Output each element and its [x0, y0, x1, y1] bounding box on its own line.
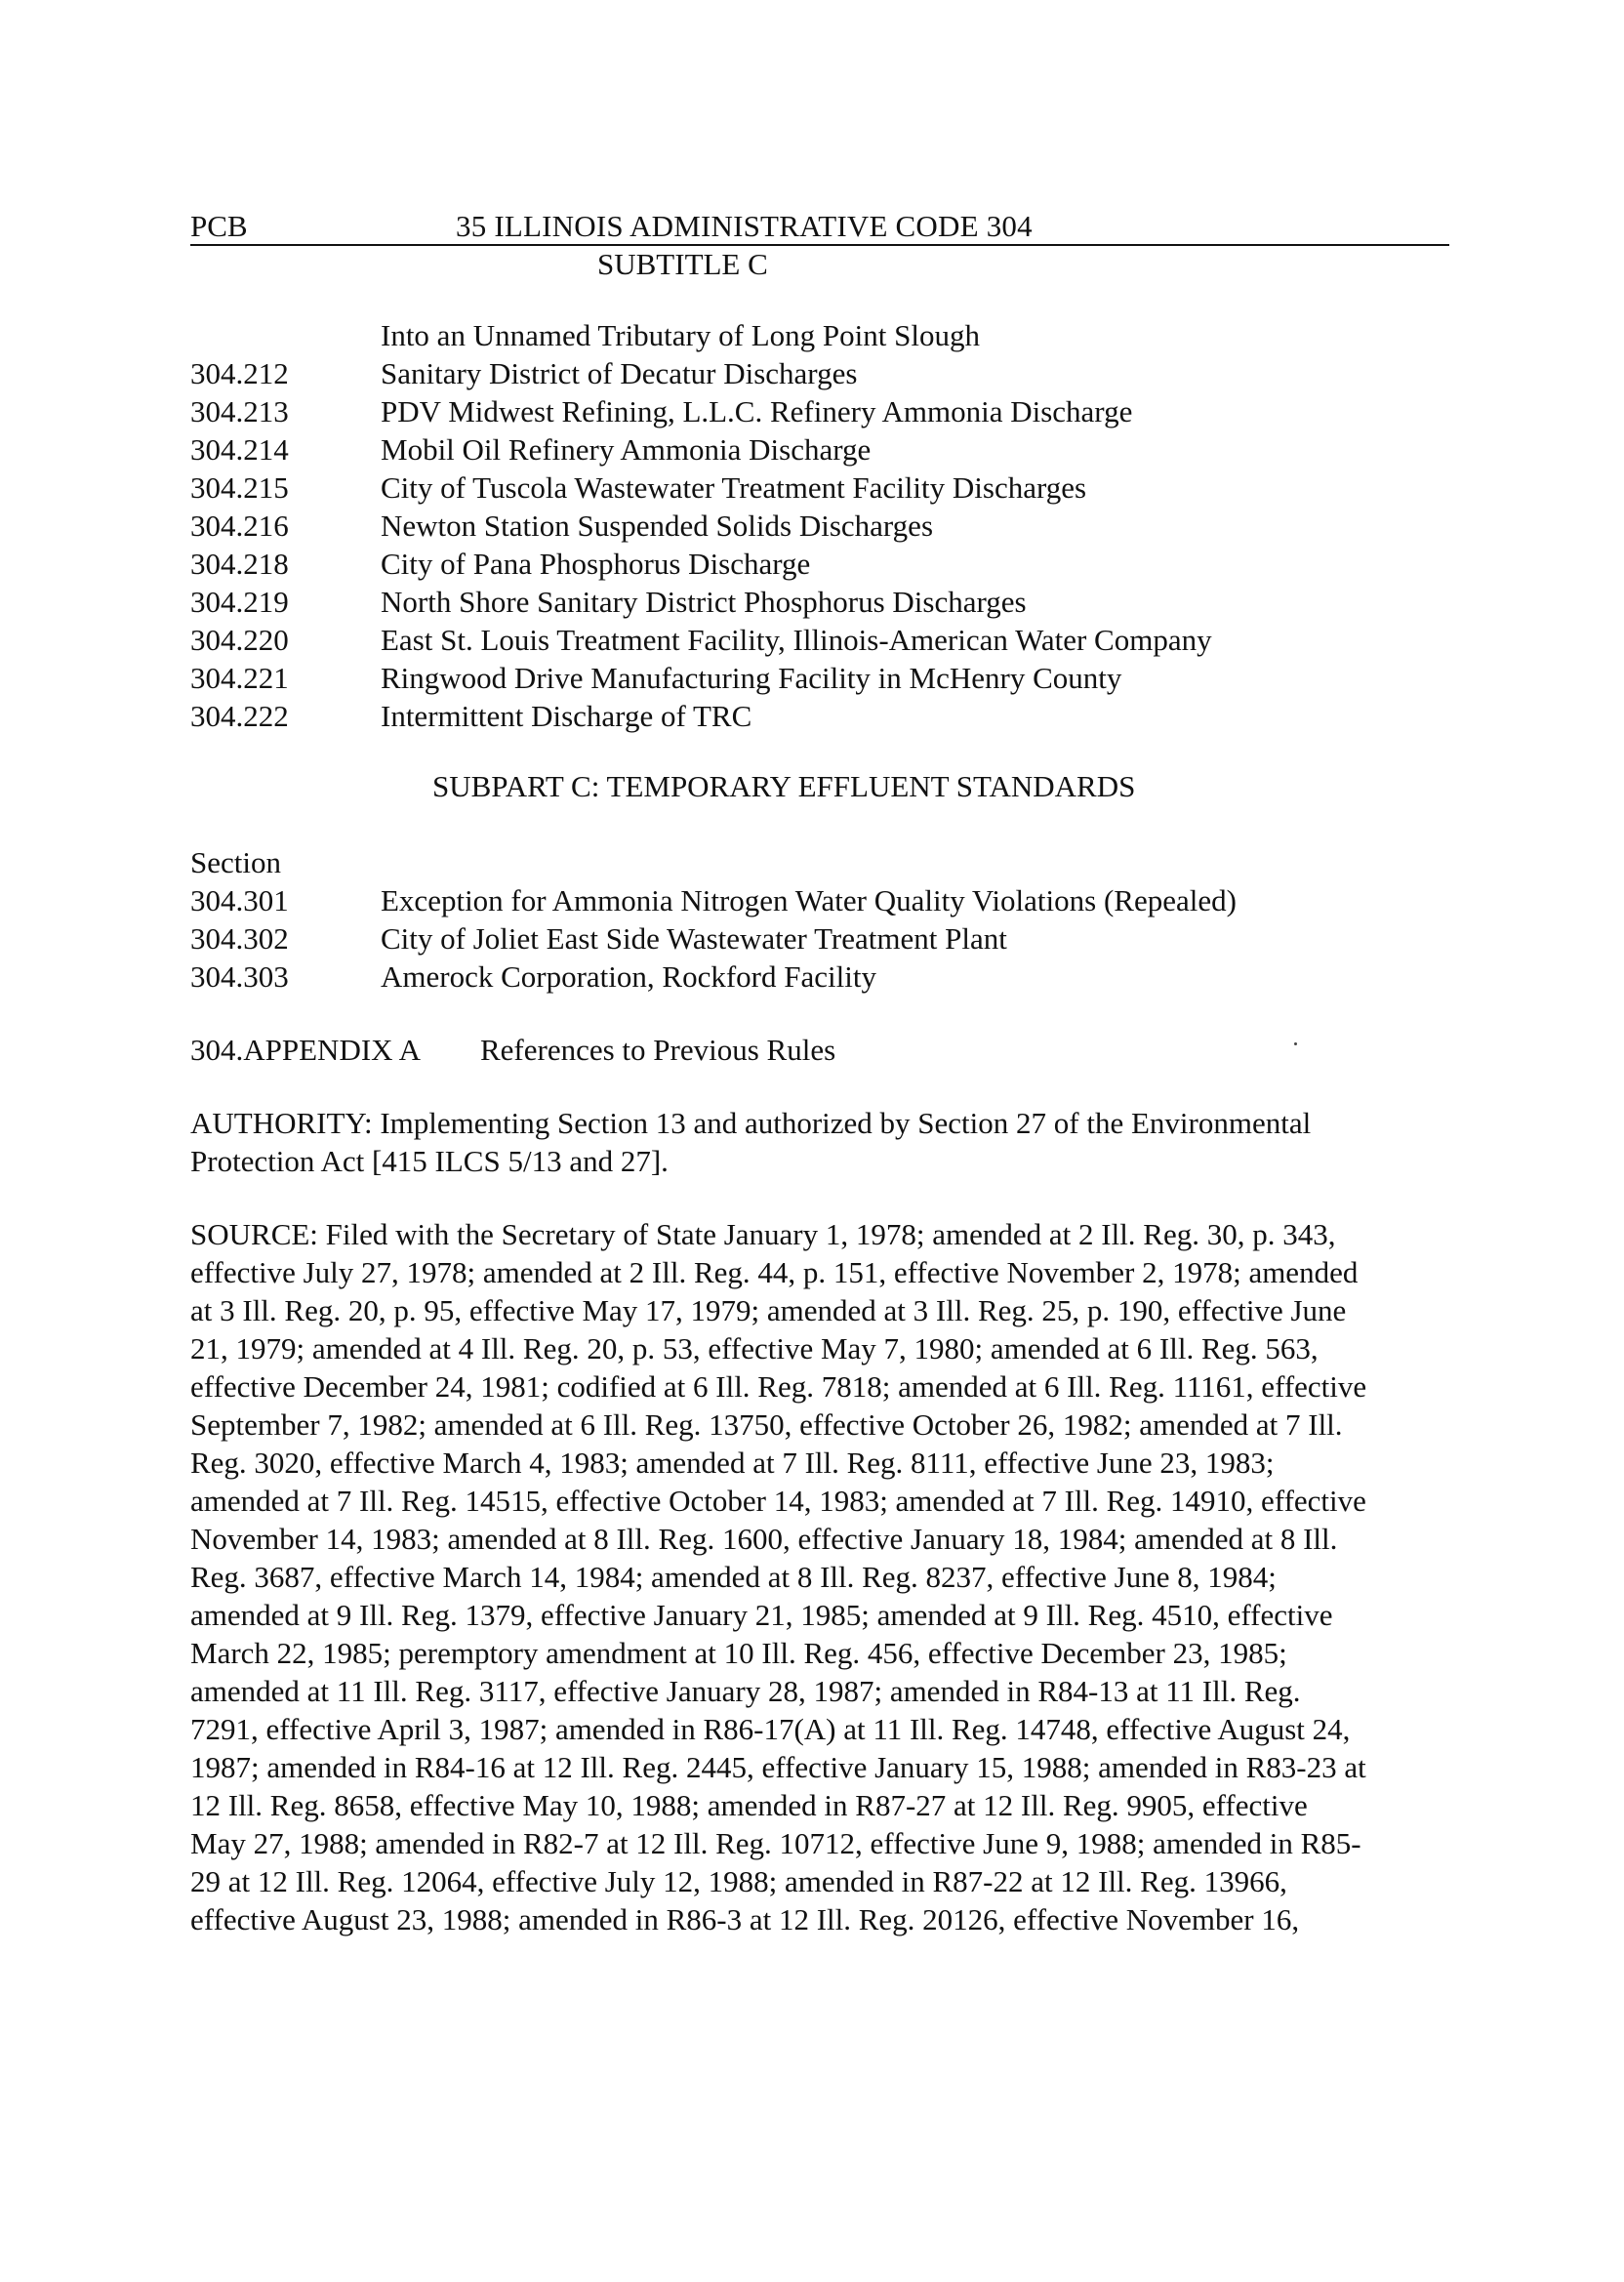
section-number: 304.221: [190, 661, 289, 695]
section-title: City of Joliet East Side Wastewater Treatment Plant: [381, 921, 1007, 956]
toc-row: [190, 959, 876, 995]
toc-row: [190, 623, 1212, 658]
toc-row: [190, 547, 810, 582]
source-line: September 7, 1982; amended at 6 Ill. Reg. 13750, effective October 26, 1982; amended at 7 Ill.: [190, 1407, 1343, 1442]
source-line: at 3 Ill. Reg. 20, p. 95, effective May 17, 1979; amended at 3 Ill. Reg. 25, p. 190, effective June: [190, 1293, 1347, 1327]
authority-paragraph: [190, 1104, 1479, 1180]
section-title: City of Pana Phosphorus Discharge: [381, 547, 811, 581]
appendix-number: 304.APPENDIX A: [190, 1033, 421, 1067]
authority-line: Protection Act [415 ILCS 5/13 and 27].: [190, 1144, 669, 1178]
section-number: 304.212: [190, 356, 289, 390]
toc-row: [190, 661, 1121, 696]
source-line: amended at 7 Ill. Reg. 14515, effective October 14, 1983; amended at 7 Ill. Reg. 14910, effective: [190, 1484, 1366, 1518]
source-line: effective December 24, 1981; codified at 6 Ill. Reg. 7818; amended at 6 Ill. Reg. 11161, effective: [190, 1369, 1367, 1404]
section-number: 304.302: [190, 921, 289, 956]
section-title: East St. Louis Treatment Facility, Illinois-American Water Company: [381, 623, 1212, 657]
section-title: Amerock Corporation, Rockford Facility: [381, 959, 876, 994]
toc-row: [190, 585, 1027, 620]
source-line: effective August 23, 1988; amended in R86-3 at 12 Ill. Reg. 20126, effective November 16,: [190, 1902, 1300, 1936]
toc-row: [190, 394, 1132, 429]
toc-row: [190, 432, 871, 468]
section-title: PDV Midwest Refining, L.L.C. Refinery Ammonia Discharge: [381, 394, 1133, 428]
subpart-heading: SUBPART C: TEMPORARY EFFLUENT STANDARDS: [432, 769, 1136, 803]
section-title: Exception for Ammonia Nitrogen Water Quality Violations (Repealed): [381, 883, 1237, 917]
header-left: PCB: [190, 209, 248, 243]
toc-row: [190, 699, 751, 734]
source-line: amended at 9 Ill. Reg. 1379, effective January 21, 1985; amended at 9 Ill. Reg. 4510, effective: [190, 1598, 1333, 1632]
toc-row: [190, 883, 1237, 918]
section-number: 304.213: [190, 394, 289, 428]
section-number: 304.303: [190, 959, 289, 994]
section-title: Ringwood Drive Manufacturing Facility in McHenry County: [381, 661, 1122, 695]
source-line: 7291, effective April 3, 1987; amended in R86-17(A) at 11 Ill. Reg. 14748, effective August 24,: [190, 1712, 1351, 1746]
source-line: Reg. 3020, effective March 4, 1983; amended at 7 Ill. Reg. 8111, effective June 23, 1983;: [190, 1446, 1275, 1480]
appendix-row: [190, 1033, 835, 1068]
section-number: 304.219: [190, 585, 289, 619]
section-number: 304.301: [190, 883, 289, 917]
section-title: Intermittent Discharge of TRC: [381, 699, 752, 733]
section-title: Sanitary District of Decatur Discharges: [381, 356, 858, 390]
source-line: November 14, 1983; amended at 8 Ill. Reg. 1600, effective January 18, 1984; amended at 8 Ill.: [190, 1522, 1338, 1556]
section-title: Mobil Oil Refinery Ammonia Discharge: [381, 432, 872, 467]
page-header: [190, 209, 1449, 246]
source-line: Reg. 3687, effective March 14, 1984; amended at 8 Ill. Reg. 8237, effective June 8, 1984;: [190, 1560, 1277, 1594]
source-line: 21, 1979; amended at 4 Ill. Reg. 20, p. 53, effective May 7, 1980; amended at 6 Ill. Reg. 563,: [190, 1331, 1319, 1365]
toc-row: [190, 356, 857, 391]
section-number: 304.222: [190, 699, 289, 733]
section-title: North Shore Sanitary District Phosphorus Discharges: [381, 585, 1027, 619]
toc-row: [190, 470, 1086, 506]
section-number: 304.218: [190, 547, 289, 581]
toc-row: [190, 921, 1007, 957]
source-line: May 27, 1988; amended in R82-7 at 12 Ill. Reg. 10712, effective June 9, 1988; amended in R85-: [190, 1826, 1361, 1860]
source-line: 29 at 12 Ill. Reg. 12064, effective July 12, 1988; amended in R87-22 at 12 Ill. Reg. 13966,: [190, 1864, 1287, 1898]
source-line: 12 Ill. Reg. 8658, effective May 10, 1988; amended in R87-27 at 12 Ill. Reg. 9905, effective: [190, 1788, 1308, 1822]
section-number: 304.220: [190, 623, 289, 657]
authority-line: AUTHORITY: Implementing Section 13 and authorized by Section 27 of the Environmental: [190, 1106, 1312, 1140]
source-line: March 22, 1985; peremptory amendment at 10 Ill. Reg. 456, effective December 23, 1985;: [190, 1636, 1287, 1670]
source-line: SOURCE: Filed with the Secretary of State January 1, 1978; amended at 2 Ill. Reg. 30, p. 343,: [190, 1217, 1336, 1251]
header-subtitle: SUBTITLE C: [597, 247, 768, 281]
source-line: effective July 27, 1978; amended at 2 Ill. Reg. 44, p. 151, effective November 2, 1978; amended: [190, 1255, 1359, 1289]
section-number: 304.215: [190, 470, 289, 505]
appendix-title: References to Previous Rules: [480, 1033, 836, 1067]
section-number: 304.216: [190, 509, 289, 543]
toc-row: [190, 509, 933, 544]
section-title: City of Tuscola Wastewater Treatment Facility Discharges: [381, 470, 1087, 505]
section-label: Section: [190, 845, 281, 879]
section-number: 304.214: [190, 432, 289, 467]
source-line: 1987; amended in R84-16 at 12 Ill. Reg. 2445, effective January 15, 1988; amended in R83-23 at: [190, 1750, 1366, 1784]
header-title: 35 ILLINOIS ADMINISTRATIVE CODE 304: [456, 209, 1033, 243]
source-paragraph: [190, 1215, 1479, 1938]
source-line: amended at 11 Ill. Reg. 3117, effective January 28, 1987; amended in R84-13 at 11 Ill. Reg.: [190, 1674, 1301, 1708]
continuation-line: Into an Unnamed Tributary of Long Point Slough: [381, 318, 980, 352]
scan-speck: [1294, 1042, 1297, 1045]
section-title: Newton Station Suspended Solids Discharges: [381, 509, 934, 543]
